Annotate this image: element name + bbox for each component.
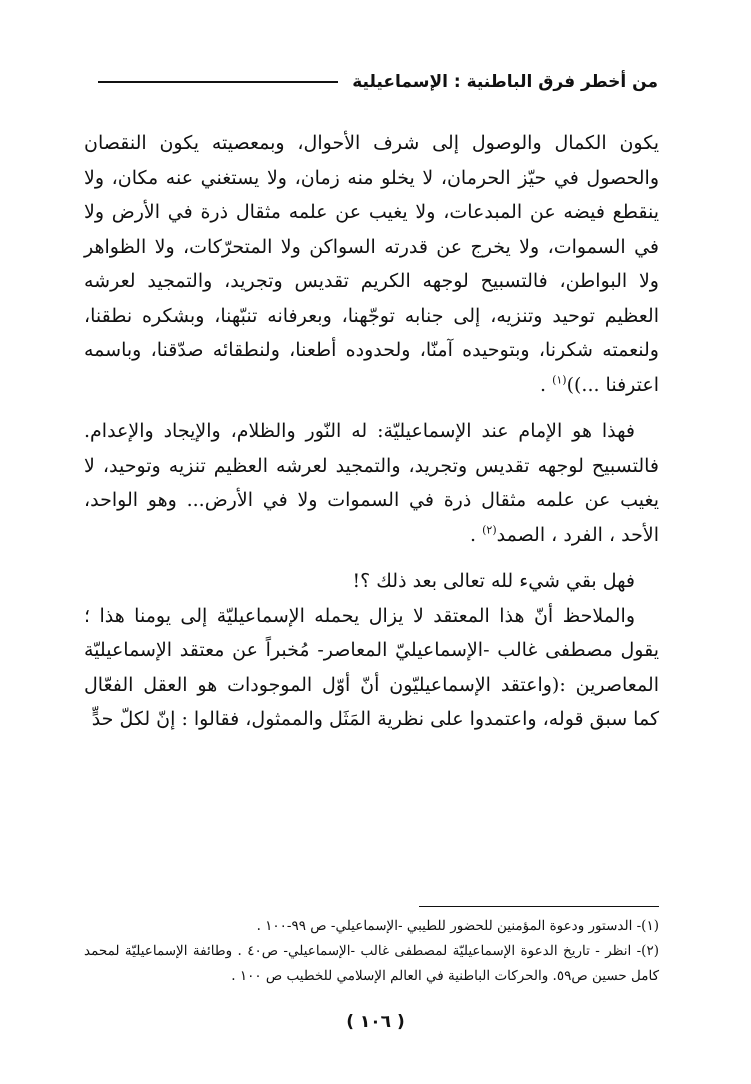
footnote-ref-1: (١) — [552, 373, 567, 387]
paragraph-4: والملاحظ أنّ هذا المعتقد لا يزال يحمله الإسماعيليّة إلى يومنا هذا ؛ يقول مصطفى غالب -الإسماعيليّ المعاصر- مُخبراً عن معتقد الإسماعيليّة المعاصرين :(واعتقد الإسماعيليّون أنّ أوّل الموجودات هو العقل الفعّال كما سبق قوله، واعتمدوا على نظرية المَثَل والممثول، فقالوا : إنّ لكلّ حدٍّ — [84, 604, 659, 730]
page-number: ( ١٠٦ ) — [346, 1012, 405, 1032]
footnotes — [84, 914, 659, 989]
footnote-1: (١)- الدستور ودعوة المؤمنين للحضور للطيبي -الإسماعيلي- ص ٩٩-١٠٠ . — [256, 918, 659, 934]
footnote-ref-2: (٢) — [482, 523, 497, 537]
header-title: من أخطر فرق الباطنية : الإسماعيلية — [352, 72, 658, 92]
paragraph-2: فهذا هو الإمام عند الإسماعيليّة: له النّور والظلام، والإيجاد والإعدام. فالتسبيح لوجهه تقديس وتجريد، والتمجيد لعرشه العظيم تنزيه وتوحيد، لا يغيب عن علمه مثقال ذرة في السموات ولا في الأرض... وهو الواحد، الأحد ، الفرد ، الصمد$^{(٢)}$ . — [84, 420, 659, 546]
footnote-2: (٢)- انظر - تاريخ الدعوة الإسماعيليّة لمصطفى غالب -الإسماعيلي- ص٤٠ . وطائفة الإسماعيليّة لمحمد كامل حسين ص٥٩. والحركات الباطنية في العالم الإسلامي للخطيب ص ١٠٠ . — [84, 943, 660, 984]
main-text — [84, 126, 659, 737]
footnote-rule — [419, 906, 659, 907]
paragraph-3: فهل بقي شيء لله تعالى بعد ذلك ؟! — [352, 570, 635, 592]
paragraph-1: يكون الكمال والوصول إلى شرف الأحوال، وبمعصيته يكون النقصان والحصول في حيّز الحرمان، لا يخلو منه زمان، ولا يستغني عنه مكان، ولا ينقطع فيضه عن المبدعات، ولا يغيب عن علمه مثقال ذرة في الأرض ولا في السموات، ولا يخرج عن قدرته السواكن ولا المتحرّكات، ولا الظواهر ولا البواطن، فالتسبيح لوجهه الكريم تقديس وتجريد، والتمجيد لعرشه العظيم توحيد وتنزيه، إلى جنابه توجّهنا، وبعرفانه تنبّهنا، وبشكره نطقنا، ولنعمته شكرنا، وبتوحيده آمنّا، ولحدوده أطعنا، ولنطقائه صدّقنا، وباسمه اعترفنا ...))$^{(١)}$ . — [84, 132, 659, 396]
running-header — [98, 66, 658, 98]
header-rule — [98, 81, 338, 83]
